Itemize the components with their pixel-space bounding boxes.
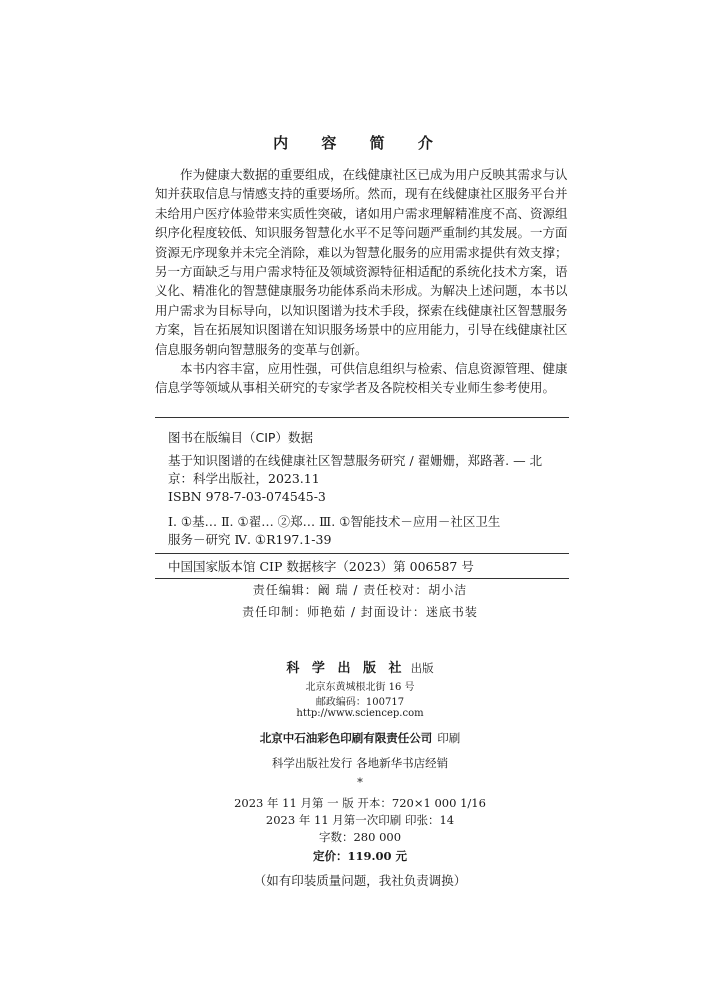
- cip-bottom-rule: [155, 578, 569, 579]
- printer-name: 北京中石油彩色印刷有限责任公司: [259, 731, 433, 745]
- summary-line: 知并获取信息与情感支持的重要场所。然而，现有在线健康社区服务平台并: [155, 186, 568, 202]
- printing-line: 2023 年 11 月第一次印刷 印张：14: [265, 813, 455, 827]
- quality-notice: （如有印装质量问题，我社负责调换）: [253, 873, 467, 888]
- word-count: 字数：280 000: [318, 830, 402, 844]
- cip-book-line-2: 京：科学出版社，2023.11: [168, 471, 320, 486]
- summary-line: 作为健康大数据的重要组成，在线健康社区已成为用户反映其需求与认: [180, 167, 568, 182]
- summary-line: 信息学等领域从事相关研究的专家学者及各院校相关专业师生参考使用。: [155, 380, 556, 396]
- staff-line-1: 责任编辑：阚 瑞 / 责任校对：胡小洁: [252, 583, 468, 597]
- cip-number: 中国国家版本馆 CIP 数据核字（2023）第 006587 号: [168, 559, 474, 574]
- cip-classification-2: 服务－研究 Ⅳ. ①R197.1-39: [168, 532, 332, 547]
- publisher-line: [0, 657, 720, 676]
- price: 定价：119.00 元: [312, 849, 407, 863]
- cip-book-line-1: 基于知识图谱的在线健康社区智慧服务研究 / 翟姗姗，郑路著. — 北: [168, 453, 543, 468]
- summary-line: 信息服务朝向智慧服务的变革与创新。: [155, 341, 368, 357]
- summary-line: 另一方面缺乏与用户需求特征及领域资源特征相适配的系统化技术方案，语: [155, 264, 568, 280]
- summary-line: 资源无序现象并未完全消除，难以为智慧化服务的应用需求提供有效支撑；: [155, 244, 568, 260]
- publisher-suffix: 出版: [410, 661, 434, 675]
- summary-block: [155, 165, 569, 398]
- cip-title: 图书在版编目（CIP）数据: [168, 430, 313, 445]
- summary-line: 本书内容丰富，应用性强，可供信息组织与检索、信息资源管理、健康: [180, 361, 568, 377]
- summary-paragraph-1: [155, 165, 569, 359]
- staff-line-2: 责任印制：师艳茹 / 封面设计：迷底书装: [242, 605, 478, 619]
- publisher-name: 科 学 出 版 社: [286, 661, 406, 676]
- summary-paragraph-2: [155, 359, 569, 398]
- publisher-postcode: 邮政编码：100717: [315, 697, 405, 708]
- printer-line: [0, 727, 720, 746]
- printer-suffix: 印刷: [437, 731, 461, 745]
- cip-middle-rule: [155, 553, 569, 554]
- cip-top-rule: [155, 417, 569, 418]
- edition-line: 2023 年 11 月第 一 版 开本：720×1 000 1/16: [234, 796, 486, 810]
- summary-line: 义化、精准化的智慧健康服务功能体系尚未形成。为解决上述问题，本书以: [155, 283, 568, 299]
- separator-star: *: [357, 775, 363, 789]
- publisher-address: 北京东黄城根北街 16 号: [305, 682, 415, 693]
- publisher-website: http://www.sciencep.com: [296, 708, 424, 719]
- section-heading: 内 容 简 介: [273, 134, 447, 152]
- summary-line: 织序化程度较低、知识服务智慧化水平不足等问题严重制约其发展。一方面: [155, 225, 568, 241]
- summary-line: 方案，旨在拓展知识图谱在知识服务场景中的应用能力，引导在线健康社区: [155, 322, 568, 338]
- summary-line: 用户需求为目标导向，以知识图谱为技术手段，探索在线健康社区智慧服务: [155, 302, 568, 318]
- summary-line: 未给用户医疗体验带来实质性突破，诸如用户需求理解精准度不高、资源组: [155, 205, 568, 221]
- cip-classification-1: Ⅰ. ①基… Ⅱ. ①翟… ②郑… Ⅲ. ①智能技术－应用－社区卫生: [168, 514, 501, 529]
- cip-isbn: ISBN 978-7-03-074545-3: [168, 489, 326, 504]
- distribution-line: 科学出版社发行 各地新华书店经销: [271, 756, 449, 770]
